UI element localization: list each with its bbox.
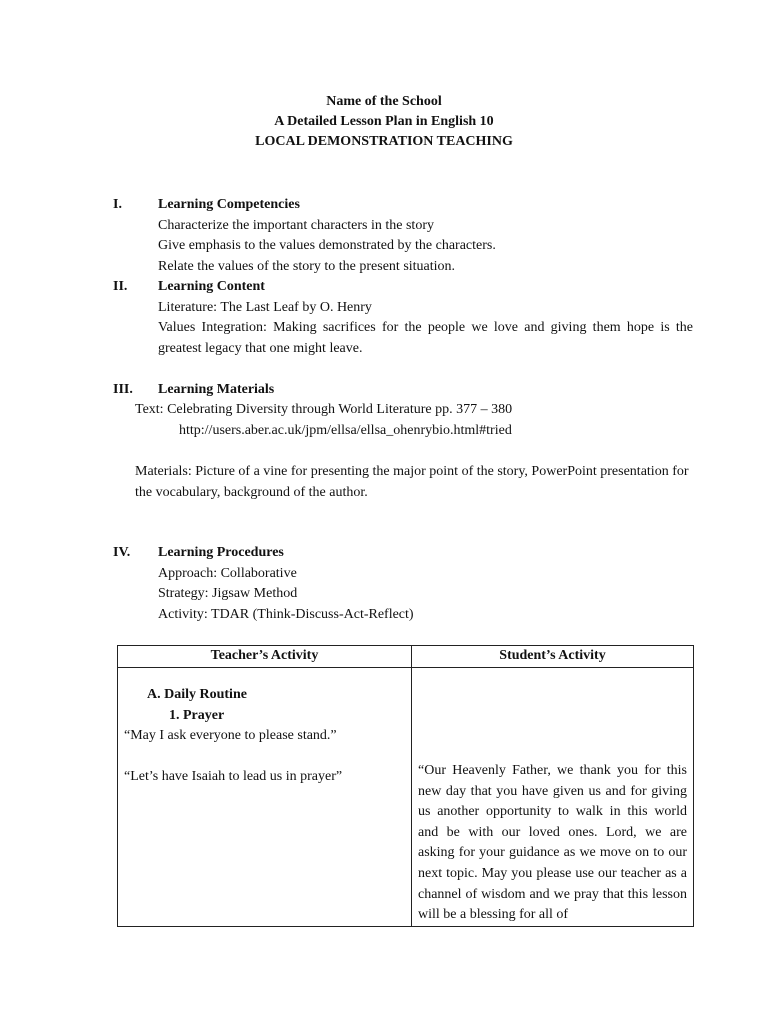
- section-number: III.: [113, 382, 133, 397]
- school-name: Name of the School: [326, 94, 442, 109]
- section-materials: [113, 380, 693, 401]
- event-title: LOCAL DEMONSTRATION TEACHING: [255, 134, 513, 149]
- reference-url: http://users.aber.ac.uk/jpm/ellsa/ellsa_ohenrybio.html#tried: [179, 422, 512, 438]
- section-number: IV.: [113, 545, 131, 560]
- document-header: [0, 92, 768, 152]
- teacher-activity-header: Teacher’s Activity: [118, 646, 412, 668]
- student-activity-cell: [412, 668, 694, 927]
- section-title: Learning Content: [158, 279, 265, 294]
- teacher-line: “May I ask everyone to please stand.”: [124, 728, 337, 743]
- section-title: Learning Competencies: [158, 197, 300, 212]
- section-competencies: [113, 195, 693, 277]
- teacher-line: “Let’s have Isaiah to lead us in prayer”: [124, 768, 343, 784]
- materials-text-block: [135, 400, 695, 441]
- competency-item: Characterize the important characters in the story: [158, 217, 434, 233]
- student-activity-header: Student’s Activity: [412, 646, 694, 668]
- materials-list: Materials: Picture of a vine for presenting the major point of the story, PowerPoint presentation for the vocabulary, background of the author.: [135, 464, 689, 500]
- values-integration: Values Integration: Making sacrifices for the people we love and giving them hope is the greatest legacy that one might leave.: [158, 320, 693, 356]
- text-reference: Text: Celebrating Diversity through World Literature pp. 377 – 380: [135, 402, 513, 417]
- section-content: [113, 277, 693, 359]
- section-procedures: [113, 543, 693, 625]
- teacher-activity-cell: [118, 668, 412, 927]
- competency-item: Give emphasis to the values demonstrated by the characters.: [158, 238, 496, 253]
- activity-line: Activity: TDAR (Think-Discuss-Act-Reflect): [158, 606, 414, 622]
- student-prayer: “Our Heavenly Father, we thank you for this new day that you have given us and for giving us another opportunity to walk in this world and be with our loved ones. Lord, we are asking for your guidance as we move on to our next topic. May you please use our teacher as a channel of wisdom and we pray that this lesson will be a blessing for all of: [418, 763, 687, 923]
- strategy-line: Strategy: Jigsaw Method: [158, 586, 298, 601]
- section-number: I.: [113, 197, 122, 212]
- literature-line: Literature: The Last Leaf by O. Henry: [158, 299, 372, 315]
- section-title: Learning Procedures: [158, 545, 284, 560]
- approach-line: Approach: Collaborative: [158, 565, 297, 581]
- prayer-heading: 1. Prayer: [169, 707, 225, 723]
- section-title: Learning Materials: [158, 382, 275, 397]
- competency-item: Relate the values of the story to the present situation.: [158, 258, 456, 274]
- daily-routine-heading: A. Daily Routine: [147, 687, 247, 702]
- activity-table: [117, 645, 694, 927]
- section-number: II.: [113, 279, 128, 294]
- lesson-plan-title: A Detailed Lesson Plan in English 10: [274, 114, 494, 129]
